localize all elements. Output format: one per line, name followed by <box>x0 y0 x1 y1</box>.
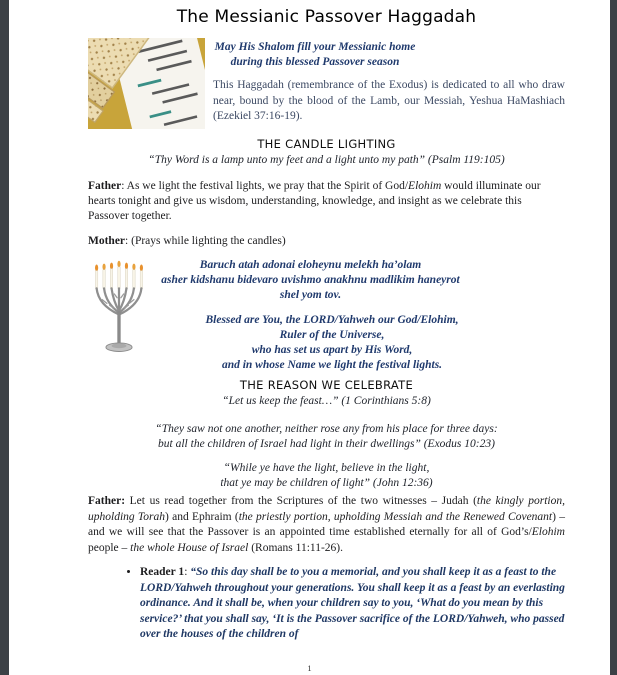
john-quote-line-1: “While ye have the light, believe in the light, <box>223 462 430 474</box>
candle-lighting-verse: “Thy Word is a lamp unto my feet and a light unto my path” (Psalm 119:105) <box>148 154 505 166</box>
shalom-blessing <box>213 38 417 69</box>
intro-section <box>88 38 565 129</box>
reader-1-label: Reader 1 <box>140 566 185 578</box>
john-quote <box>88 461 565 491</box>
reader-list <box>88 565 565 643</box>
english-blessing <box>151 313 513 373</box>
father1-elohim: Elohim <box>408 180 442 192</box>
mother-text: : (Prays while lighting the candles) <box>125 235 286 247</box>
shalom-line-1: May His Shalom fill your Messianic home <box>214 41 416 53</box>
father2-text-3: ) – and we will see that the Passover is an appointed time established eternally for all of God’s/ <box>88 510 565 538</box>
page-title: The Messianic Passover Haggadah <box>176 7 477 27</box>
father2-text-1: Let us read together from the Scriptures of the two witnesses – Judah ( <box>125 495 477 507</box>
reader-1-item <box>140 565 565 643</box>
document-page <box>9 0 610 675</box>
reason-verse: “Let us keep the feast…” (1 Corinthians 5:8) <box>222 395 431 407</box>
father2-italic-2: the priestly portion, upholding Messiah and the Renewed Covenant <box>238 510 553 523</box>
matzah-image <box>88 38 205 129</box>
hebrew-line-1: Baruch atah adonai eloheynu melekh ha’olam <box>199 259 422 271</box>
exodus-quote <box>88 422 565 452</box>
candle-lighting-heading: THE CANDLE LIGHTING <box>257 137 396 151</box>
dedication-paragraph: This Haggadah (remembrance of the Exodus) is dedicated to all who draw near, bound by the blood of the Lamb, our Messiah, Yeshua HaMashiach (Ezekiel 37:16-19). <box>213 79 565 122</box>
hebrew-line-3: shel yom tov. <box>279 289 342 301</box>
reason-heading: THE REASON WE CELEBRATE <box>239 378 414 392</box>
father2-italic-3: the whole House of Israel <box>130 541 249 554</box>
intro-text-column <box>205 38 565 129</box>
matzah-photo-icon <box>88 38 205 129</box>
john-quote-line-2: that ye may be children of light” (John 12:36) <box>220 477 433 489</box>
english-line-4: and in whose Name we light the festival lights. <box>221 359 443 371</box>
english-line-3: who has set us apart by His Word, <box>251 344 413 356</box>
father1-text-2: would illuminate our hearts tonight and give us wisdom, understanding, knowledge, and insight as we celebrate this Passover together. <box>88 180 541 222</box>
reader-1-colon: : <box>184 566 191 578</box>
mother-label: Mother <box>88 235 126 247</box>
menorah-image <box>91 257 151 373</box>
menorah-icon <box>91 257 147 359</box>
father1-text: : As we light the festival lights, we pray that the Spirit of God/ <box>121 180 409 192</box>
blessing-section <box>88 255 565 373</box>
english-line-1: Blessed are You, the LORD/Yahweh our God/Elohim, <box>205 314 459 326</box>
father2-elohim: Elohim <box>531 526 565 538</box>
father-paragraph-1 <box>88 179 565 224</box>
mother-paragraph <box>88 234 565 249</box>
father2-text-2: ) and Ephraim ( <box>165 510 239 523</box>
exodus-quote-line-1: “They saw not one another, neither rose any from his place for three days: <box>155 423 498 435</box>
page-content <box>9 0 610 643</box>
father2-text-4: people – <box>88 541 131 554</box>
exodus-quote-line-2: but all the children of Israel had light in their dwellings” (Exodus 10:23) <box>158 438 495 450</box>
reader-1-quote: “So this day shall be to you a memorial, and you shall keep it as a feast to the LORD/Yahweh throughout your generations. You shall keep it as a feast by an everlasting ordinance. And it shall be, when your children say to you, ‘What do you mean by this service?’ that you shall say, ‘It is the Passover sacrifice of the LORD/Yahweh, who passed over the houses of the children of <box>140 566 565 640</box>
hebrew-line-2: asher kidshanu bidevaro uvishmo anakhnu madlikim haneyrot <box>161 274 460 286</box>
father2-text-5: (Romans 11:11-26). <box>248 541 343 554</box>
father-label: Father <box>88 180 122 192</box>
father2-label: Father: <box>88 495 126 507</box>
hebrew-transliteration <box>151 258 470 303</box>
english-line-2: Ruler of the Universe, <box>279 329 385 341</box>
blessing-text-column <box>151 255 565 373</box>
father2-italic-1: the kingly portion, upholding Torah <box>88 495 565 523</box>
shalom-line-2: during this blessed Passover season <box>230 55 400 68</box>
page-number: 1 <box>307 663 312 673</box>
father-paragraph-2 <box>88 494 565 556</box>
